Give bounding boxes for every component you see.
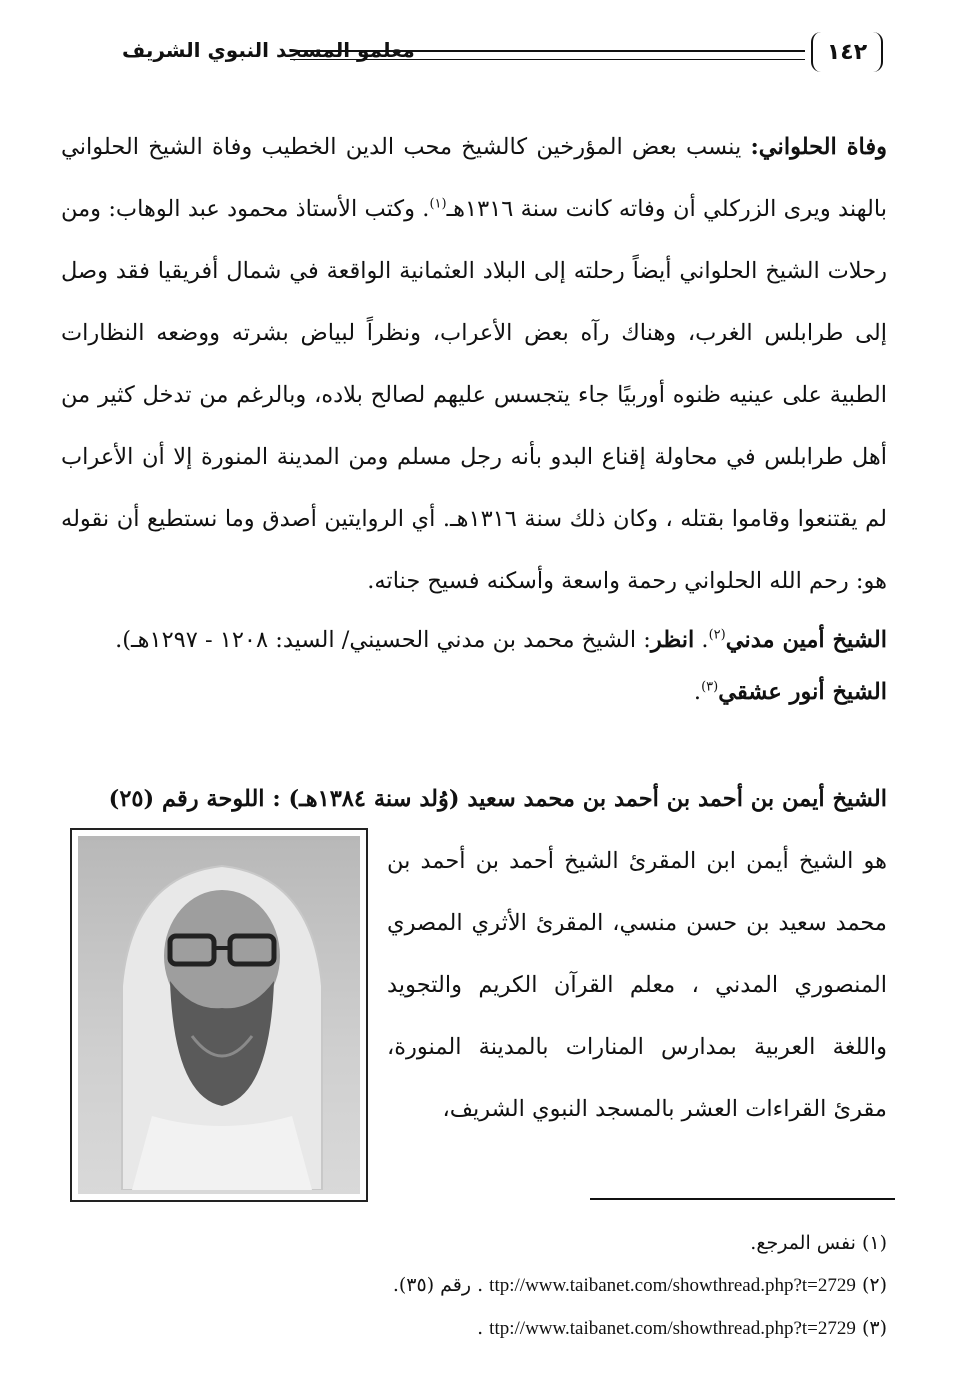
footnote-3 — [61, 1307, 887, 1350]
footnotes — [61, 1222, 887, 1350]
entry-name-amin: الشيخ أمين مدني — [725, 627, 887, 653]
portrait-image — [78, 836, 360, 1194]
entry-name-anwar: الشيخ أنور عشقي — [718, 679, 887, 705]
footnote-1 — [61, 1222, 887, 1264]
footnote-ref-2[interactable]: (٢) — [708, 627, 726, 643]
entry-see-text: : الشيخ محمد بن مدني الحسيني/ السيد: ١٢٠٨ - ١٢٩٧هـ). — [115, 627, 651, 653]
ayman-bio: هو الشيخ أيمن ابن المقرئ الشيخ أحمد بن أحمد بن محمد سعيد بن حسن منسي، المقرئ الأثري المصري المنصوري المدني ، معلم القرآن الكريم والتجويد واللغة العربية بمدارس المنارات بالمدينة المنورة، مقرئ القراءات العشر بالمسجد النبوي الشريف، — [387, 848, 887, 1122]
footnote-separator — [590, 1198, 895, 1200]
footnote-3-number: (٣) — [861, 1317, 887, 1339]
entry-sep: . — [694, 627, 709, 653]
footnote-ref-3[interactable]: (٣) — [701, 679, 719, 695]
halwani-text-1: ينسب بعض المؤرخين كالشيخ محب الدين الخطيب وفاة الشيخ الحلواني بالهند ويرى الزركلي أن وفاته كانت سنة ١٣١٦هـ — [61, 134, 887, 222]
entry-end: . — [693, 679, 702, 705]
see-label: انظر — [650, 627, 695, 653]
footnote-3-link[interactable]: ttp://www.taibanet.com/showthread.php?t=2729 — [489, 1318, 856, 1339]
paragraph-halwani — [61, 116, 887, 612]
portrait-photo — [70, 828, 368, 1202]
portrait-illustration — [82, 836, 360, 1190]
footnote-ref-1[interactable]: (١) — [429, 196, 447, 212]
paragraph-entries — [61, 614, 887, 718]
section-heading-halwani: وفاة الحلواني: — [750, 134, 887, 160]
footnote-1-number: (١) — [861, 1232, 887, 1254]
halwani-text-2: . وكتب الأستاذ محمود عبد الوهاب: ومن رحلات الشيخ الحلواني أيضاً رحلته إلى البلاد العثمانية الواقعة في شمال أفريقيا فقد وصل إلى طرابلس الغرب، وهناك رآه بعض الأعراب، ونظراً لبياض بشرته ووضعه النظارات الطبية على عينيه ظنوه أوربيًا جاء يتجسس عليهم لصالح بلاده، وبالرغم من تدخل كثير من أهل طرابلس في محاولة إقناع البدو بأنه رجل مسلم ومن المدينة المنورة إلا أن الأعراب لم يقتنعوا وقاموا بقتله ، وكان ذلك سنة ١٣١٦هـ. أي الروايتين أصدق وما نستطيع أن نقوله هو: رحم الله الحلواني رحمة واسعة وأسكنه فسيح جناته. — [61, 196, 888, 594]
running-title: معلمو المسجد النبوي الشريف — [122, 38, 415, 62]
section-heading-ayman: الشيخ أيمن بن أحمد بن أحمد بن محمد سعيد (وُلد سنة ١٣٨٤هـ) : اللوحة رقم (٢٥) — [108, 786, 887, 812]
footnote-2-number: (٢) — [861, 1274, 887, 1296]
footnote-2-link[interactable]: ttp://www.taibanet.com/showthread.php?t=2729 — [489, 1275, 856, 1296]
paragraph-ayman-heading — [61, 768, 887, 830]
page-number: ١٤٢ — [811, 32, 883, 72]
page-header — [60, 28, 895, 84]
footnote-3-text: . — [477, 1317, 490, 1339]
footnote-1-text: نفس المرجع. — [750, 1232, 862, 1254]
footnote-2 — [61, 1264, 887, 1307]
footnote-2-text: . رقم (٣٥). — [392, 1274, 490, 1296]
